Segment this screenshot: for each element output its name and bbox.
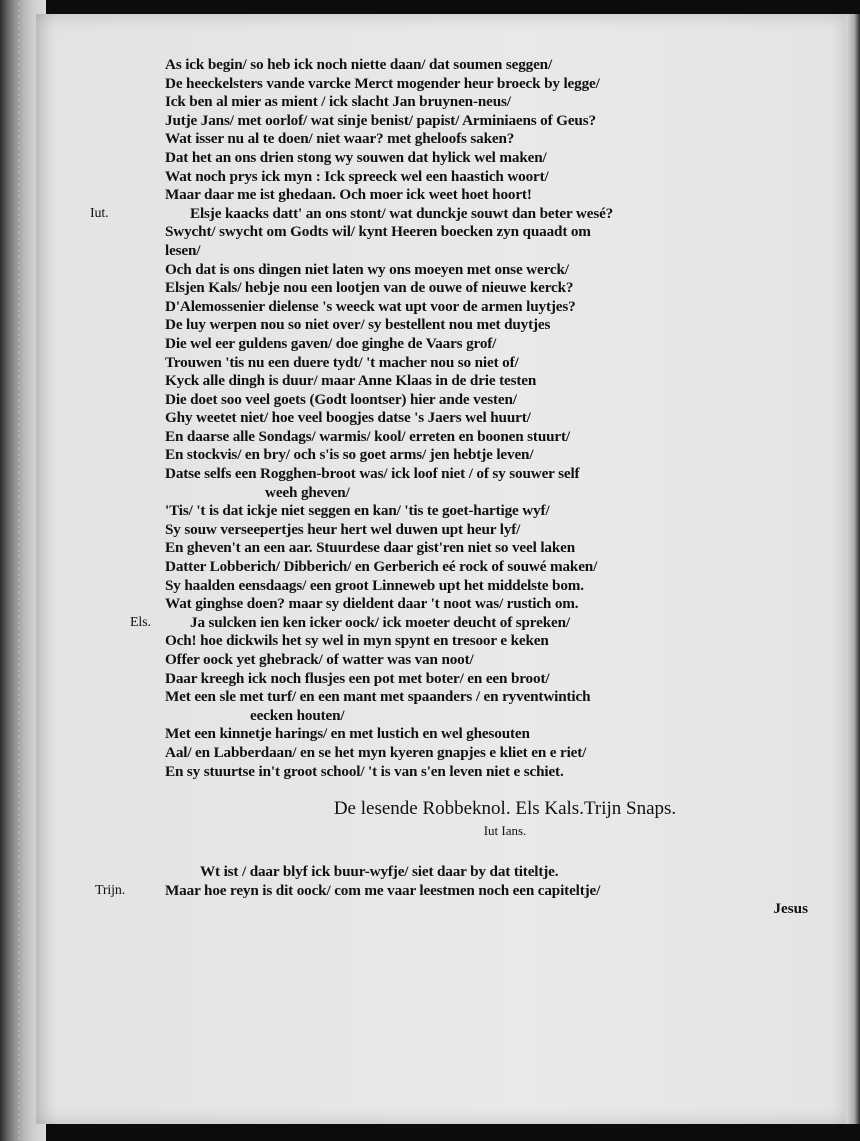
text-line-speech-start [95,881,805,901]
text-line-content: Maar hoe reyn is dit oock/ com me vaar leestmen noch een capiteltje/ [165,881,601,899]
text-line: De heeckelsters vande varcke Merct mogender heur broeck by legge/ [165,74,600,92]
text-line: Maar daar me ist ghedaan. Och moer ick weet hoet hoort! [165,186,532,204]
text-line: En sy stuurtse in't groot school/ 't is van s'en leven niet e schiet. [165,762,564,780]
text-line: Die doet soo veel goets (Godt loontser) hier ande vesten/ [165,390,517,408]
text-line-content: Elsje kaacks datt' an ons stont/ wat dunckje souwt dan beter wesé? [190,204,614,222]
text-block [90,56,808,919]
scene-subheading: Iut Ians. [483,823,527,839]
text-line-speech-start [90,204,805,224]
text-line: En gheven't an een aar. Stuurdese daar gist'ren niet so veel laken [165,539,576,557]
text-line: Dat het an ons drien stong wy souwen dat hylick wel maken/ [165,148,547,166]
text-line: Met een kinnetje harings/ en met lustich en wel ghesouten [165,725,530,743]
text-line: As ick begin/ so heb ick noch niette daan/ dat soumen seggen/ [165,56,553,73]
text-line: Aal/ en Labberdaan/ en se het myn kyeren gnapjes e kliet en e riet/ [165,743,587,761]
text-line: Daar kreegh ick noch flusjes een pot met boter/ en een broot/ [165,669,550,687]
text-line: Sy haalden eensdaags/ een groot Linneweb upt het middelste bom. [165,576,584,594]
text-line: Trouwen 'tis nu een duere tydt/ 't macher nou so niet of/ [165,353,519,371]
text-line: Offer oock yet ghebrack/ of watter was van noot/ [165,651,474,668]
text-line-continuation: weeh gheven/ [265,483,350,501]
text-line: Wat noch prys ick myn : Ick spreeck wel een haastich woort/ [165,167,549,185]
text-line: Datse selfs een Rogghen-broot was/ ick loof niet / of sy souwer self [165,465,580,483]
text-line: Wat isser nu al te doen/ niet waar? met gheloofs saken? [165,130,515,148]
speaker-label-trijn: Trijn. [95,882,126,898]
text-line: En stockvis/ en bry/ och s'is so goet arms/ jen hebtje leven/ [165,446,534,464]
text-line: Swycht/ swycht om Godts wil/ kynt Heeren boecken zyn quaadt om [165,223,591,241]
text-line-content: Ja sulcken ien ken icker oock/ ick moeter deucht of spreken/ [190,613,570,631]
text-line: Ghy weetet niet/ hoe veel boogjes datse 's Jaers wel huurt/ [165,409,531,427]
text-line: Sy souw verseepertjes heur hert wel duwen upt heur lyf/ [165,520,521,538]
text-line: Die wel eer guldens gaven/ doe ginghe de Vaars grof/ [165,334,497,352]
text-line: D'Alemossenier dielense 's weeck wat upt voor de armen luytjes? [165,297,576,315]
text-line: Met een sle met turf/ en een mant met spaanders / en ryventwintich [165,688,591,706]
text-line: Ick ben al mier as mient / ick slacht Jan bruynen-neus/ [165,93,511,111]
text-line-continuation: lesen/ [165,241,201,259]
text-line: Och dat is ons dingen niet laten wy ons moeyen met onse werck/ [165,260,569,278]
text-line: Kyck alle dingh is duur/ maar Anne Klaas in de drie testen [165,372,537,390]
text-line: Och! hoe dickwils het sy wel in myn spynt en tresoor e keken [165,632,549,650]
text-line: Elsjen Kals/ hebje nou een lootjen van de ouwe of nieuwe kerck? [165,279,574,297]
text-line: Wt ist / daar blyf ick buur-wyfje/ siet daar by dat titeltje. [200,863,559,881]
speaker-label-els: Els. [130,614,151,630]
catchword: Jesus [773,900,808,918]
speaker-label-jut: Iut. [90,205,109,221]
text-line: En daarse alle Sondags/ warmis/ kool/ erreten en boonen stuurt/ [165,427,570,445]
text-line: 'Tis/ 't is dat ickje niet seggen en kan/ 'tis te goet-hartige wyf/ [165,502,550,520]
right-page-edge [846,14,860,1124]
text-line-speech-start [130,613,805,633]
text-line: Datter Lobberich/ Dibberich/ en Gerberich eé rock of souwé maken/ [165,558,598,576]
text-line: De luy werpen nou so niet over/ sy bestellent nou met duytjes [165,316,551,334]
text-line-continuation: eecken houten/ [250,706,345,724]
scene-heading: De lesende Robbeknol. Els Kals.Trijn Snaps. [333,798,677,820]
text-line: Jutje Jans/ met oorlof/ wat sinje benist/ papist/ Arminiaens of Geus? [165,111,596,129]
text-line: Wat ginghse doen? maar sy dieldent daar 't noot was/ rustich om. [165,595,579,613]
